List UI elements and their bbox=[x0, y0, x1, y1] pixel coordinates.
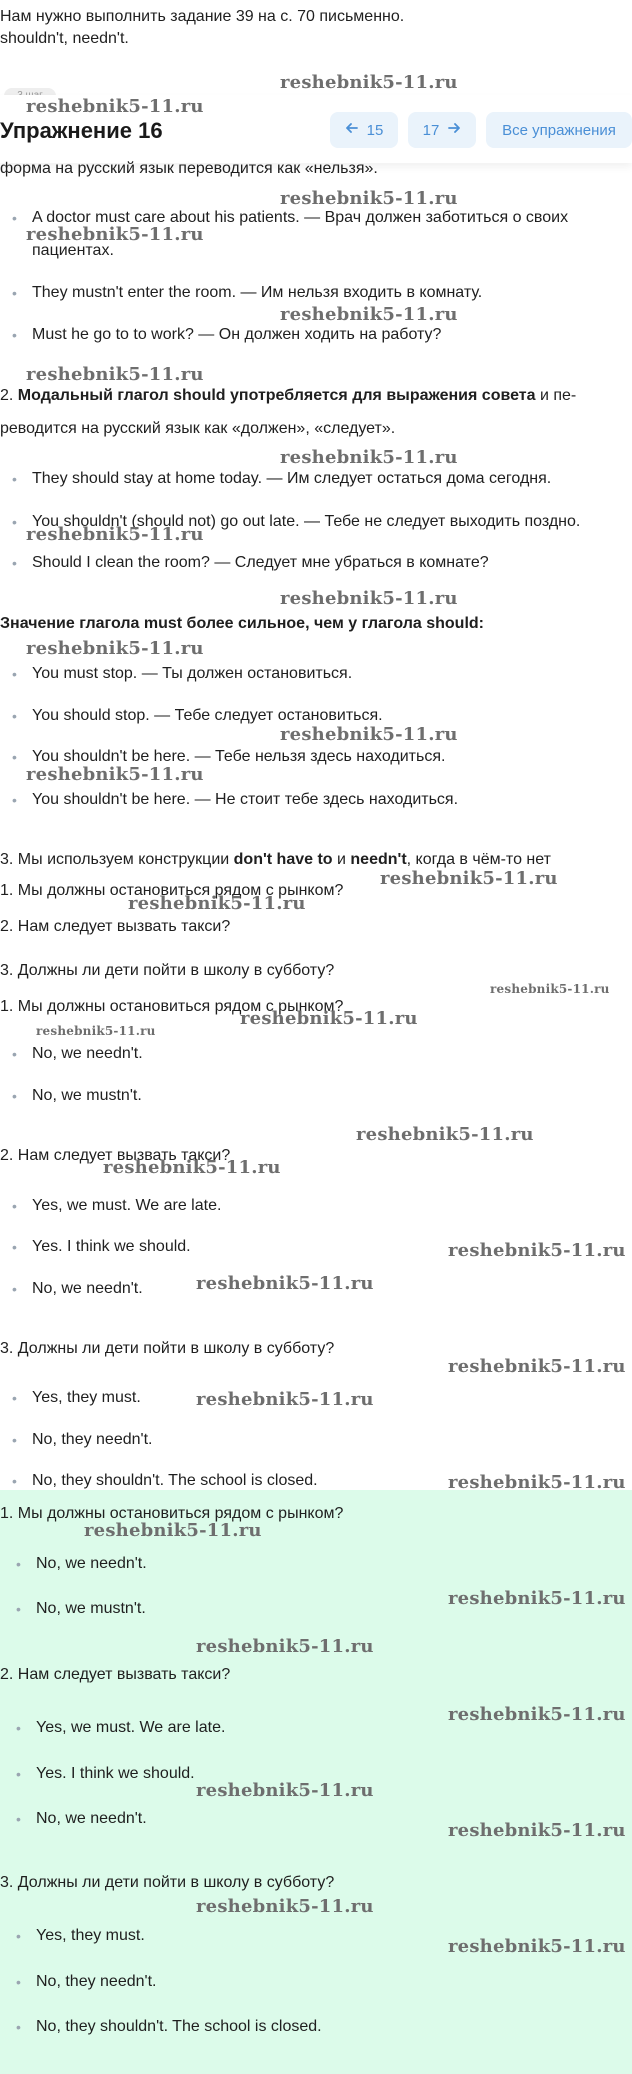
list-item: • They should stay at home today. — Им следует остаться дома сегодня. bbox=[0, 468, 551, 490]
answer-option: • No, we needn't. bbox=[0, 1278, 143, 1300]
watermark: reshebnik5-11.ru bbox=[26, 96, 204, 117]
answer-option: • No, we mustn't. bbox=[0, 1085, 142, 1107]
page-title: Упражнение 16 bbox=[0, 118, 163, 143]
watermark: reshebnik5-11.ru bbox=[448, 1472, 626, 1493]
watermark: reshebnik5-11.ru bbox=[448, 1820, 626, 1841]
watermark: reshebnik5-11.ru bbox=[84, 1520, 262, 1541]
list-item: • You must stop. — Ты должен остановиться. bbox=[0, 663, 352, 685]
answer-option: • No, they shouldn't. The school is closed. bbox=[0, 1470, 318, 1492]
answer-option: • No, we needn't. bbox=[0, 1043, 143, 1065]
prev-exercise-label: 15 bbox=[366, 121, 384, 139]
intro-line-2: shouldn't, needn't. bbox=[0, 30, 129, 47]
list-item-continuation: пациентах. bbox=[32, 242, 114, 259]
watermark: reshebnik5-11.ru bbox=[380, 868, 558, 889]
list-item: • You should stop. — Тебе следует остановиться. bbox=[0, 705, 383, 727]
watermark: reshebnik5-11.ru bbox=[280, 72, 458, 93]
list-item: • You shouldn't be here. — Тебе нельзя здесь находиться. bbox=[0, 746, 445, 768]
watermark: reshebnik5-11.ru bbox=[448, 1588, 626, 1609]
watermark: reshebnik5-11.ru bbox=[26, 638, 204, 659]
all-exercises-label: Все упражнения bbox=[502, 121, 616, 139]
answer-question-2: 2. Нам следует вызвать такси? bbox=[0, 1666, 231, 1683]
list-item: • A doctor must care about his patients. — Врач должен заботиться о своих bbox=[0, 207, 568, 229]
list-item: • You shouldn't be here. — Не стоит тебе здесь находиться. bbox=[0, 789, 458, 811]
arrow-right-icon bbox=[447, 121, 461, 139]
watermark: reshebnik5-11.ru bbox=[448, 1936, 626, 1957]
section1-intro: форма на русский язык переводится как «нельзя». bbox=[0, 160, 378, 177]
watermark: reshebnik5-11.ru bbox=[448, 1704, 626, 1725]
list-item: • They mustn't enter the room. — Им нельзя входить в комнату. bbox=[0, 282, 482, 304]
watermark: reshebnik5-11.ru bbox=[280, 588, 458, 609]
watermark: reshebnik5-11.ru bbox=[448, 1356, 626, 1377]
section2-paragraph-1: 2. Модальный глагол should употребляется для выражения совета и пе- bbox=[0, 387, 577, 404]
answer-question-3: 3. Должны ли дети пойти в школу в субботу? bbox=[0, 1340, 335, 1357]
answer-option: • No, they shouldn't. The school is closed. bbox=[4, 2016, 322, 2038]
watermark: reshebnik5-11.ru bbox=[280, 188, 458, 209]
watermark: reshebnik5-11.ru bbox=[26, 364, 204, 385]
answer-question-1: 1. Мы должны остановиться рядом с рынком? bbox=[0, 1505, 344, 1522]
watermark: reshebnik5-11.ru bbox=[103, 1157, 281, 1178]
answer-option: • No, we needn't. bbox=[4, 1553, 147, 1575]
answer-question-3: 3. Должны ли дети пойти в школу в субботу? bbox=[0, 1874, 335, 1891]
section3-heading: Значение глагола must более сильное, чем у глагола should: bbox=[0, 615, 484, 632]
watermark: reshebnik5-11.ru bbox=[490, 982, 610, 996]
all-exercises-button[interactable] bbox=[486, 112, 632, 148]
answer-option: • Yes, they must. bbox=[0, 1387, 141, 1409]
list-item: • Must he go to to work? — Он должен ходить на работу? bbox=[0, 324, 441, 346]
list-item: • You shouldn't (should not) go out late. — Тебе не следует выходить поздно. bbox=[0, 511, 580, 533]
prev-exercise-button[interactable] bbox=[330, 112, 398, 148]
list-item: • Should I clean the room? — Следует мне убраться в комнате? bbox=[0, 552, 489, 574]
section4-paragraph: 3. Мы используем конструкции don't have to и needn't, когда в чём-то нет bbox=[0, 851, 551, 868]
watermark: reshebnik5-11.ru bbox=[26, 524, 204, 545]
answer-option: • No, they needn't. bbox=[4, 1971, 156, 1993]
answer-option: • Yes. I think we should. bbox=[4, 1763, 195, 1785]
watermark: reshebnik5-11.ru bbox=[196, 1780, 374, 1801]
watermark: reshebnik5-11.ru bbox=[280, 304, 458, 325]
watermark: reshebnik5-11.ru bbox=[26, 224, 204, 245]
watermark: reshebnik5-11.ru bbox=[196, 1273, 374, 1294]
answer-option: • Yes, they must. bbox=[4, 1925, 145, 1947]
watermark: reshebnik5-11.ru bbox=[196, 1896, 374, 1917]
question-2: 2. Нам следует вызвать такси? bbox=[0, 918, 231, 935]
watermark: reshebnik5-11.ru bbox=[448, 1240, 626, 1261]
intro-line-1: Нам нужно выполнить задание 39 на с. 70 письменно. bbox=[0, 8, 405, 25]
watermark: reshebnik5-11.ru bbox=[356, 1124, 534, 1145]
answer-option: • No, we needn't. bbox=[4, 1808, 147, 1830]
watermark: reshebnik5-11.ru bbox=[196, 1636, 374, 1657]
answer-question-1: 1. Мы должны остановиться рядом с рынком? bbox=[0, 998, 344, 1015]
answer-option: • Yes, we must. We are late. bbox=[0, 1195, 221, 1217]
arrow-left-icon bbox=[345, 121, 359, 139]
watermark: reshebnik5-11.ru bbox=[128, 893, 306, 914]
question-3: 3. Должны ли дети пойти в школу в субботу? bbox=[0, 962, 335, 979]
answer-question-2: 2. Нам следует вызвать такси? bbox=[0, 1147, 231, 1164]
section2-paragraph-2: реводится на русский язык как «должен», «следует». bbox=[0, 420, 396, 437]
watermark: reshebnik5-11.ru bbox=[36, 1024, 156, 1038]
next-exercise-button[interactable] bbox=[408, 112, 476, 148]
answer-option: • No, we mustn't. bbox=[4, 1598, 146, 1620]
watermark: reshebnik5-11.ru bbox=[196, 1389, 374, 1410]
watermark: reshebnik5-11.ru bbox=[240, 1008, 418, 1029]
watermark: reshebnik5-11.ru bbox=[280, 724, 458, 745]
watermark: reshebnik5-11.ru bbox=[26, 764, 204, 785]
watermark: reshebnik5-11.ru bbox=[280, 447, 458, 468]
next-exercise-label: 17 bbox=[422, 121, 440, 139]
answer-option: • No, they needn't. bbox=[0, 1429, 152, 1451]
question-1: 1. Мы должны остановиться рядом с рынком? bbox=[0, 882, 344, 899]
answer-option: • Yes. I think we should. bbox=[0, 1236, 191, 1258]
answer-option: • Yes, we must. We are late. bbox=[4, 1717, 225, 1739]
